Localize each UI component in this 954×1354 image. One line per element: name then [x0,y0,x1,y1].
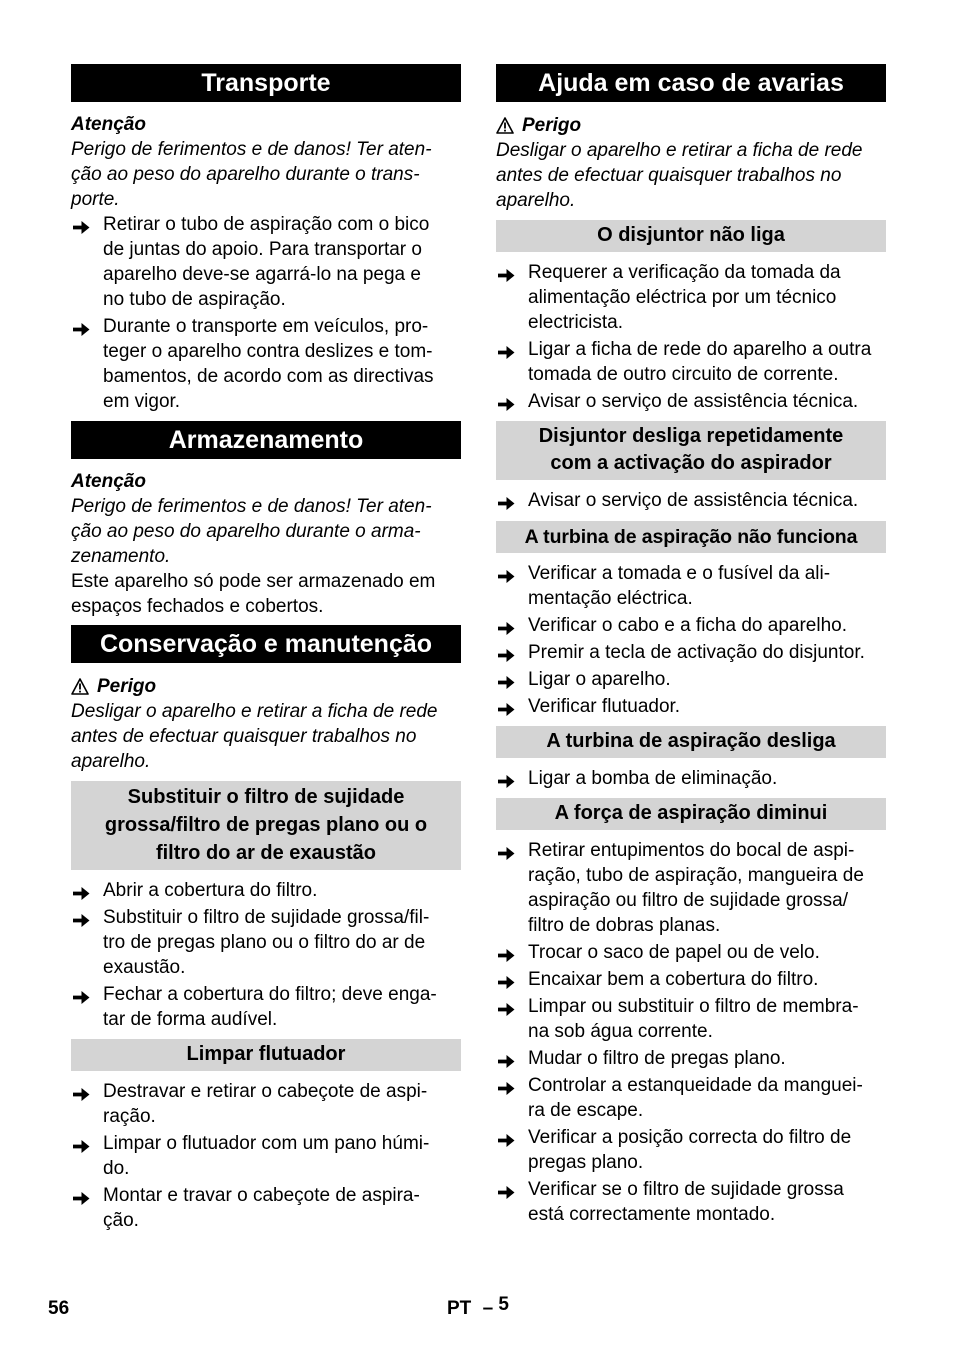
list-item: Limpar o flutuador com um pano húmi- do. [71,1131,461,1181]
arrow-right-icon [73,1136,90,1151]
arrow-right-icon [498,945,515,960]
transporte-warning-label [71,112,461,137]
list-item: Limpar ou substituir o filtro de membra- na sob água corrente. [496,994,886,1044]
list-item: Encaixar bem a cobertura do filtro. [496,967,886,992]
arrow-right-icon [73,319,90,334]
transporte-heading: Transporte [71,64,461,102]
list-item: Requerer a verificação da tomada da alimentação eléctrica por um técnico electricista. [496,260,886,335]
arrow-right-icon [498,493,515,508]
avarias-danger-label-text: Perigo [522,115,582,136]
arrow-right-icon [498,771,515,786]
armazenamento-warning-label [71,469,461,494]
section-forca-diminui-list [496,838,886,1227]
right-column [496,64,886,1229]
arrow-right-icon [498,342,515,357]
list-item: Fechar a cobertura do filtro; deve enga- tar de forma audível. [71,982,461,1032]
list-item: Avisar o serviço de assistência técnica. [496,389,886,414]
section-turbina-nao-funciona-list [496,561,886,719]
warning-triangle-icon [71,678,89,695]
arrow-right-icon [73,217,90,232]
section-turbina-nao-funciona-heading: A turbina de aspiração não funciona [496,521,886,553]
transporte-list [71,212,461,414]
list-item: Retirar entupimentos do bocal de aspi- ração, tubo de aspiração, mangueira de aspiração ou filtro de sujidade grossa/ filtro de dobras planas. [496,838,886,938]
arrow-right-icon [498,699,515,714]
section-turbina-desliga-list [496,766,886,791]
section-disjuntor-nao-liga-heading: O disjuntor não liga [496,220,886,252]
list-item: Trocar o saco de papel ou de velo. [496,940,886,965]
footer-section-page: 5 [498,1294,509,1315]
arrow-right-icon [498,645,515,660]
warning-triangle-icon [496,117,514,134]
list-item: Abrir a cobertura do filtro. [71,878,461,903]
list-item: Verificar flutuador. [496,694,886,719]
footer-dash: – [482,1298,494,1319]
arrow-right-icon [498,1130,515,1145]
arrow-right-icon [498,394,515,409]
list-item: Verificar a posição correcta do filtro de pregas plano. [496,1125,886,1175]
armazenamento-warning-label-text: Atenção [71,471,146,492]
list-item: Retirar o tubo de aspiração com o bico de juntas do apoio. Para transportar o aparelho deve-se agarrá-lo na pega e no tubo de aspiração. [71,212,461,312]
list-item: Ligar a bomba de eliminação. [496,766,886,791]
armazenamento-body: Este aparelho só pode ser armazenado em espaços fechados e cobertos. [71,571,436,617]
footer-language-code: PT [447,1298,472,1319]
list-item: Ligar o aparelho. [496,667,886,692]
left-column [71,64,461,1235]
section-disjuntor-desliga-heading: Disjuntor desliga repetidamente com a activação do aspirador [496,421,886,480]
arrow-right-icon [498,1051,515,1066]
arrow-right-icon [498,566,515,581]
conservacao-heading: Conservação e manutenção [71,625,461,663]
arrow-right-icon [73,883,90,898]
avarias-heading: Ajuda em caso de avarias [496,64,886,102]
section-disjuntor-nao-liga-list [496,260,886,414]
list-item: Mudar o filtro de pregas plano. [496,1046,886,1071]
arrow-right-icon [498,265,515,280]
arrow-right-icon [498,972,515,987]
footer-language [447,1294,509,1320]
list-item: Verificar se o filtro de sujidade grossa está correctamente montado. [496,1177,886,1227]
arrow-right-icon [73,910,90,925]
arrow-right-icon [498,1078,515,1093]
list-item: Avisar o serviço de assistência técnica. [496,488,886,513]
arrow-right-icon [498,618,515,633]
transporte-warning-label-text: Atenção [71,114,146,135]
flutuador-list [71,1079,461,1233]
section-turbina-desliga-heading: A turbina de aspiração desliga [496,726,886,758]
conservacao-danger-label [71,674,461,699]
list-item: Verificar o cabo e a ficha do aparelho. [496,613,886,638]
section-forca-diminui-heading: A força de aspiração diminui [496,798,886,830]
arrow-right-icon [73,1188,90,1203]
page-number: 56 [48,1298,70,1319]
transporte-warning-text: Perigo de ferimentos e de danos! Ter aten- ção ao peso do aparelho durante o trans- porte. [71,139,432,210]
arrow-right-icon [498,672,515,687]
conservacao-danger-text: Desligar o aparelho e retirar a ficha de rede antes de efectuar quaisquer trabalhos no aparelho. [71,701,438,772]
avarias-danger-text: Desligar o aparelho e retirar a ficha de rede antes de efectuar quaisquer trabalhos no aparelho. [496,140,863,211]
list-item: Destravar e retirar o cabeçote de aspi- ração. [71,1079,461,1129]
arrow-right-icon [498,1182,515,1197]
list-item: Premir a tecla de activação do disjuntor. [496,640,886,665]
arrow-right-icon [498,999,515,1014]
list-item: Controlar a estanqueidade da manguei- ra de escape. [496,1073,886,1123]
conservacao-danger-label-text: Perigo [97,676,157,697]
arrow-right-icon [73,1084,90,1099]
arrow-right-icon [498,843,515,858]
avarias-danger-label [496,113,886,138]
filtro-subheading: Substituir o filtro de sujidade grossa/filtro de pregas plano ou o filtro do ar de exaustão [71,781,461,870]
armazenamento-warning-text: Perigo de ferimentos e de danos! Ter aten- ção ao peso do aparelho durante o arma- zenamento. [71,496,432,567]
arrow-right-icon [73,987,90,1002]
list-item: Montar e travar o cabeçote de aspira- ção. [71,1183,461,1233]
list-item: Ligar a ficha de rede do aparelho a outra tomada de outro circuito de corrente. [496,337,886,387]
list-item: Durante o transporte em veículos, pro- teger o aparelho contra deslizes e tom- bamentos, de acordo com as directivas em vigor. [71,314,461,414]
list-item: Substituir o filtro de sujidade grossa/fil- tro de pregas plano ou o filtro do ar de exaustão. [71,905,461,980]
section-disjuntor-desliga-list [496,488,886,513]
list-item: Verificar a tomada e o fusível da ali- mentação eléctrica. [496,561,886,611]
filtro-list [71,878,461,1032]
armazenamento-heading: Armazenamento [71,421,461,459]
flutuador-subheading: Limpar flutuador [71,1039,461,1071]
